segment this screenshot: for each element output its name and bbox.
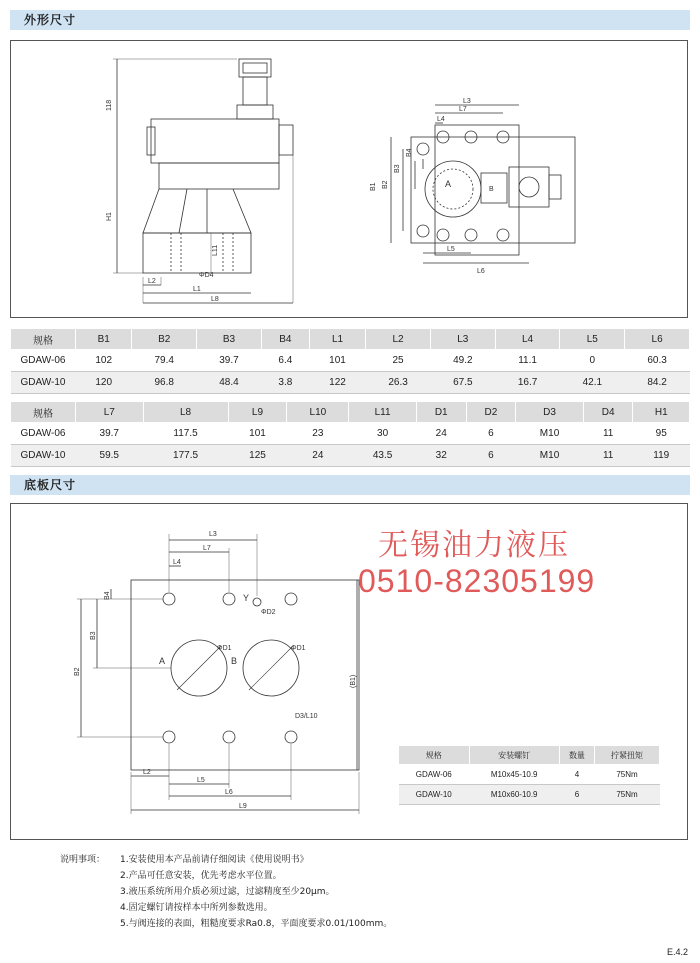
table-header-row (399, 746, 660, 765)
table-header: B1 (76, 329, 132, 350)
dim-plate-l3: L3 (209, 531, 217, 538)
table-cell: 59.5 (76, 445, 144, 467)
table-header: B4 (261, 329, 309, 350)
dim-plate-l4: L4 (173, 559, 181, 566)
port-b-label: B (489, 186, 494, 193)
table-cell: 39.7 (76, 423, 144, 445)
table-header: B2 (132, 329, 197, 350)
dim-plate-l7: L7 (203, 545, 211, 552)
table-header: D3 (516, 402, 584, 423)
dim-l8: L8 (211, 296, 219, 303)
dim-d4: ΦD4 (199, 272, 214, 279)
dim-top-l7: L7 (459, 106, 467, 113)
table-header: L9 (228, 402, 287, 423)
table-cell: 117.5 (143, 423, 228, 445)
table-cell: 84.2 (625, 372, 690, 394)
dim-plate-b1: (B1) (350, 674, 357, 688)
table-header: H1 (633, 402, 690, 423)
table-cell: 75Nm (595, 765, 660, 785)
dim-plate-b3: B3 (90, 631, 97, 640)
bolt-table (398, 745, 660, 805)
notes-list (60, 852, 392, 932)
table-cell: GDAW-10 (11, 445, 76, 467)
dim-l1: L1 (193, 286, 201, 293)
dim-plate-l9: L9 (239, 803, 247, 810)
table-cell: 79.4 (132, 350, 197, 372)
table-cell: 16.7 (495, 372, 560, 394)
table-cell: 6 (466, 445, 516, 467)
table-header: D2 (466, 402, 516, 423)
page-number: E.4.2 (666, 947, 688, 957)
table-row (11, 350, 690, 372)
valve-top-view (391, 105, 575, 263)
table-header: L10 (287, 402, 349, 423)
table-header: L8 (143, 402, 228, 423)
watermark-company: 无锡油力液压 (378, 528, 570, 563)
table-cell: 101 (309, 350, 365, 372)
table-cell: 39.7 (197, 350, 262, 372)
table-header-row (11, 402, 690, 423)
table-header: L2 (366, 329, 431, 350)
table-cell: 101 (228, 423, 287, 445)
table-cell: M10 (516, 445, 584, 467)
spec-table-1 (10, 328, 690, 394)
dim-top-l6: L6 (477, 268, 485, 275)
port-a-label: A (159, 656, 166, 666)
dim-top-l4: L4 (437, 116, 445, 123)
watermark-phone: 0510-82305199 (358, 563, 596, 599)
note-item: 4.固定螺钉请按样本中所列参数选用。 (120, 903, 273, 913)
table-header: L4 (495, 329, 560, 350)
outline-drawing (11, 41, 687, 317)
outline-drawing-frame (10, 40, 688, 318)
subplate-body (77, 534, 359, 814)
table-cell: 26.3 (366, 372, 431, 394)
section-header-outline (10, 10, 690, 30)
table-cell: 6.4 (261, 350, 309, 372)
table-cell: 0 (560, 350, 625, 372)
table-cell: GDAW-10 (11, 372, 76, 394)
dim-l2: L2 (148, 278, 156, 285)
table-cell: 23 (287, 423, 349, 445)
dim-plate-d1-a: ΦD1 (217, 645, 232, 652)
table-header: 拧紧扭矩 (595, 746, 660, 765)
table-cell: M10x60-10.9 (469, 785, 559, 805)
valve-front-view (113, 59, 293, 303)
port-y-label: Y (243, 593, 250, 603)
table-cell: 119 (633, 445, 690, 467)
table-cell: 95 (633, 423, 690, 445)
table-cell: 75Nm (595, 785, 660, 805)
table-cell: 25 (366, 350, 431, 372)
table-header: L1 (309, 329, 365, 350)
dim-plate-l2: L2 (143, 769, 151, 776)
dim-top-b2: B2 (382, 180, 389, 189)
note-item: 5.与阀连接的表面，粗糙度要求Ra0.8，平面度要求0.01/100mm。 (120, 919, 393, 929)
dim-h1: H1 (106, 212, 113, 221)
table-cell: 60.3 (625, 350, 690, 372)
notes-label: 说明事项： (60, 855, 106, 865)
table-cell: 3.8 (261, 372, 309, 394)
section-title: 底板尺寸 (24, 478, 77, 492)
dim-plate-d2: ΦD2 (261, 609, 276, 616)
table-header: L3 (430, 329, 495, 350)
table-header: 数量 (559, 746, 594, 765)
table-row (399, 785, 660, 805)
table-cell: M10 (516, 423, 584, 445)
table-row (11, 423, 690, 445)
table-cell: 43.5 (349, 445, 417, 467)
table-cell: 102 (76, 350, 132, 372)
table-cell: 67.5 (430, 372, 495, 394)
table-cell: M10x45-10.9 (469, 765, 559, 785)
table-cell: 96.8 (132, 372, 197, 394)
dim-top-b4: B4 (406, 148, 413, 157)
table-cell: 122 (309, 372, 365, 394)
table-row (11, 372, 690, 394)
dim-plate-d1-b: ΦD1 (291, 645, 306, 652)
table-cell: 6 (466, 423, 516, 445)
table-cell: 30 (349, 423, 417, 445)
table-header: 规格 (399, 746, 470, 765)
table-header: B3 (197, 329, 262, 350)
section-title: 外形尺寸 (24, 13, 77, 27)
table-cell: 4 (559, 765, 594, 785)
table-header: 规格 (11, 402, 76, 423)
note-item: 1.安装使用本产品前请仔细阅读《使用说明书》 (120, 855, 309, 865)
table-cell: 11 (583, 423, 633, 445)
table-header: 规格 (11, 329, 76, 350)
dim-l11: L11 (212, 244, 219, 256)
table-header: L7 (76, 402, 144, 423)
note-item: 3.液压系统所用介质必须过滤，过滤精度至少20μm。 (120, 887, 335, 897)
table-cell: GDAW-10 (399, 785, 470, 805)
table-header: 安装螺钉 (469, 746, 559, 765)
dim-top-l5: L5 (447, 246, 455, 253)
table-cell: 24 (287, 445, 349, 467)
table-row (399, 765, 660, 785)
table-cell: 49.2 (430, 350, 495, 372)
table-cell: 120 (76, 372, 132, 394)
table-cell: 32 (416, 445, 466, 467)
dim-118: 118 (106, 99, 113, 111)
dim-top-l3: L3 (463, 98, 471, 105)
table-cell: 11 (583, 445, 633, 467)
table-header: L5 (560, 329, 625, 350)
notes (60, 852, 392, 932)
table-cell: 42.1 (560, 372, 625, 394)
table-cell: 48.4 (197, 372, 262, 394)
dim-top-b3: B3 (394, 164, 401, 173)
dim-plate-b4: B4 (104, 591, 111, 600)
table-cell: 11.1 (495, 350, 560, 372)
table-header: D4 (583, 402, 633, 423)
table-cell: GDAW-06 (399, 765, 470, 785)
table-cell: GDAW-06 (11, 423, 76, 445)
dim-plate-l5: L5 (197, 777, 205, 784)
table-cell: GDAW-06 (11, 350, 76, 372)
dim-top-b1: B1 (370, 182, 377, 191)
spec-table-2 (10, 401, 690, 467)
table-header: L11 (349, 402, 417, 423)
dim-plate-b2: B2 (74, 667, 81, 676)
table-cell: 6 (559, 785, 594, 805)
table-cell: 24 (416, 423, 466, 445)
table-row (11, 445, 690, 467)
port-a-label: A (445, 179, 452, 189)
table-cell: 177.5 (143, 445, 228, 467)
port-b-label: B (231, 656, 238, 666)
section-header-subplate (10, 475, 690, 495)
table-header-row (11, 329, 690, 350)
table-header: D1 (416, 402, 466, 423)
table-header: L6 (625, 329, 690, 350)
dim-plate-l6: L6 (225, 789, 233, 796)
dim-plate-d3-l10: D3/L10 (295, 713, 318, 720)
note-item: 2.产品可任意安装，优先考虑水平位置。 (120, 871, 282, 881)
table-cell: 125 (228, 445, 287, 467)
